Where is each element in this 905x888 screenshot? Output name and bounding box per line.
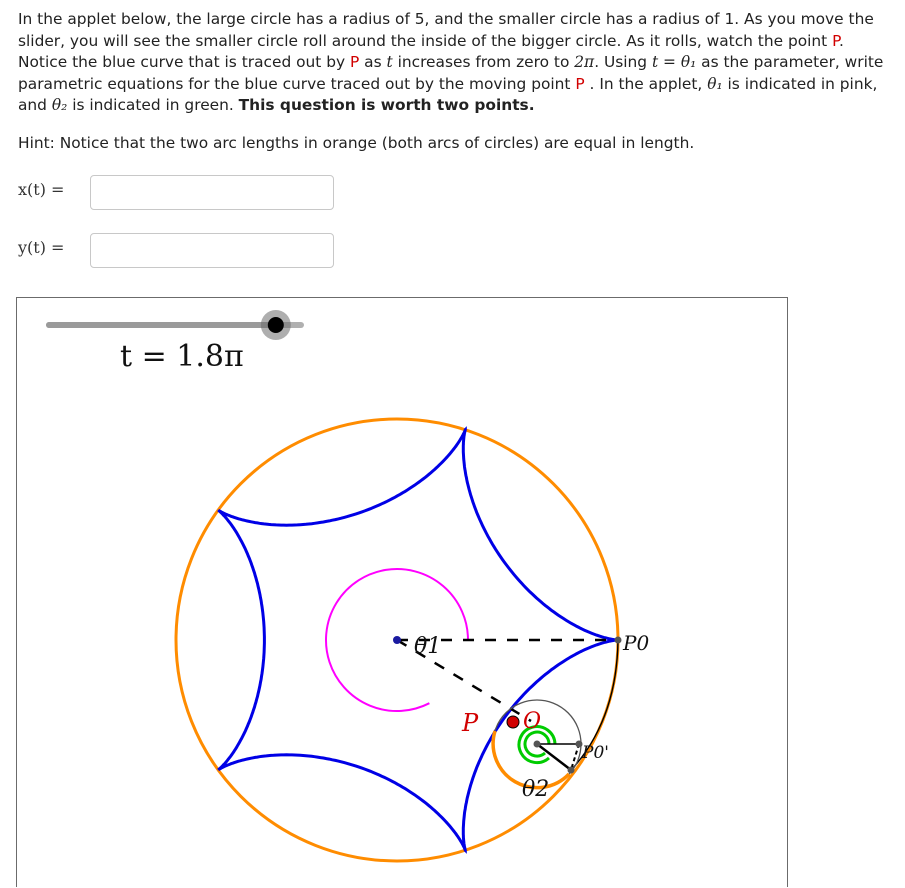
x-answer-label: x(t) =	[18, 180, 65, 199]
theta2-label: θ2	[522, 777, 550, 802]
p0-point[interactable]	[615, 637, 622, 644]
point-p-label: P	[575, 74, 585, 93]
theta1-label: θ1	[414, 634, 442, 659]
o-label: O	[523, 709, 542, 734]
x-answer-input[interactable]	[90, 175, 334, 210]
p0-prime-label: P0'	[582, 743, 609, 763]
y-answer-label: y(t) =	[18, 238, 65, 257]
geogebra-applet[interactable]	[16, 297, 788, 887]
point-p-label: P	[832, 31, 839, 50]
t-value-label: t = 1.8π	[120, 339, 244, 374]
slider-handle[interactable]	[268, 317, 284, 333]
y-answer-input[interactable]	[90, 233, 334, 268]
applet-canvas	[17, 298, 789, 888]
point-p[interactable]	[507, 716, 519, 728]
radius-to-contact	[537, 744, 571, 770]
contact-point[interactable]	[568, 767, 575, 774]
p0-label: P0	[623, 631, 650, 655]
problem-text: In the applet below, the large circle has a radius of 5, and the smaller circle has a radius of 1. As you move the slider, you will see the smaller circle roll around the inside of the bigger circle. As it rolls, watch the point P. Notice the blue curve that is traced out by P as t increases from zero to 2π. Using t = θ₁ as the parameter, write parametric equations for the blue curve traced out by the moving point P . In the applet, θ₁ is indicated in pink, and θ₂ is indicated in green. This question is worth two points.	[18, 10, 884, 114]
points-note: This question is worth two points.	[238, 96, 535, 114]
p-label: P	[462, 709, 479, 737]
center-point[interactable]	[393, 636, 401, 644]
point-p-label: P	[349, 53, 360, 71]
o-point[interactable]	[534, 741, 541, 748]
hint-text: Hint: Notice that the two arc lengths in orange (both arcs of circles) are equal in length.	[18, 134, 695, 152]
